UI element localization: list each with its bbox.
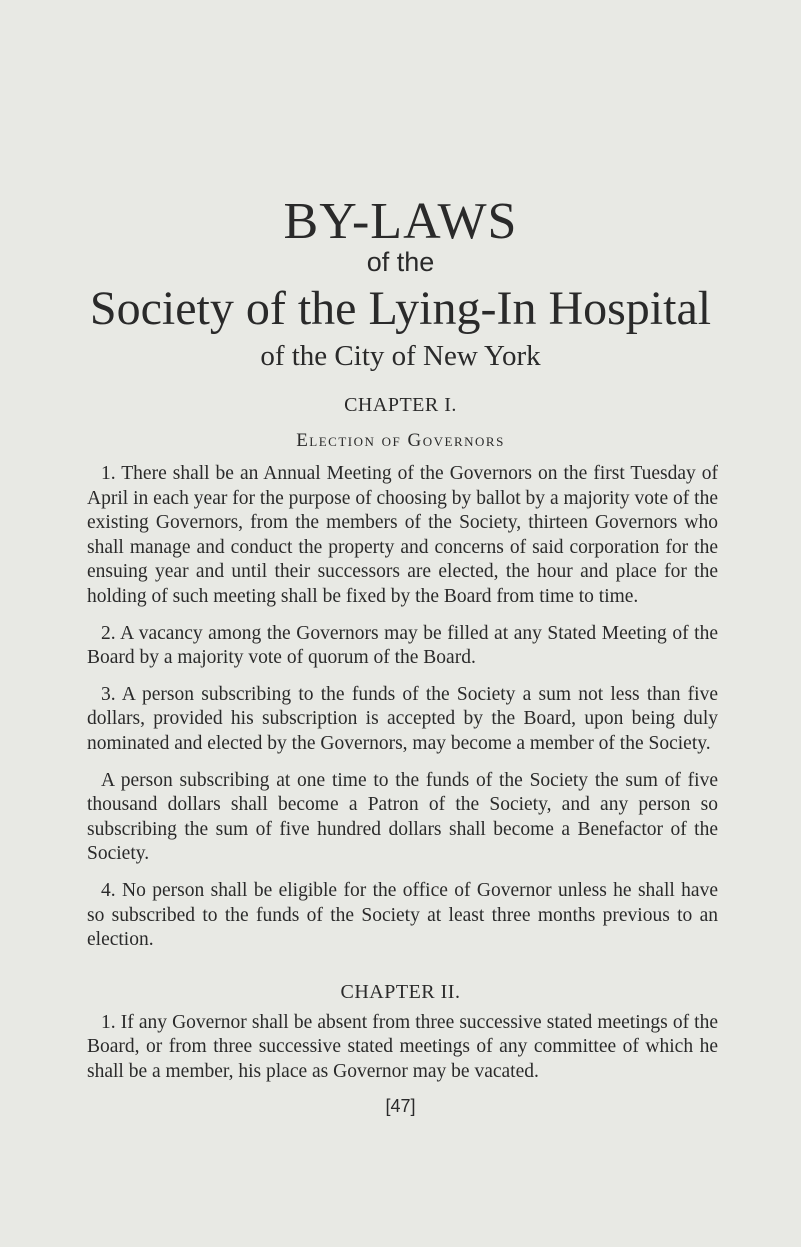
city-line: of the City of New York [260, 340, 541, 372]
chapter-1-section-title: Election of Governors [296, 430, 505, 451]
subtitle-connector: of the [366, 247, 435, 277]
page-number: [47] [385, 1096, 416, 1117]
chapter-1-heading: CHAPTER I. [344, 394, 457, 416]
document-title: BY-LAWS [283, 193, 518, 250]
chapter-1-paragraph-3: 3. A person subscribing to the funds of the Society a sum not less than five dollars, provided his subscription is accepted by the Board, upon being duly nominated and elected by the Governors, may become a member of the Society. [87, 683, 718, 754]
chapter-2-heading: CHAPTER II. [340, 980, 461, 1003]
chapter-1-paragraph-2: 2. A vacancy among the Governors may be filled at any Stated Meeting of the Board by a majority vote of quorum of the Board. [87, 622, 718, 669]
chapter-2-paragraph-1: 1. If any Governor shall be absent from three successive stated meetings of the Board, or from three successive stated meetings of any committee of which he shall be a member, his place as Governor may be vacated. [87, 1011, 718, 1082]
chapter-1-paragraph-patron: A person subscribing at one time to the funds of the Society the sum of five thousand dollars shall become a Patron of the Society, and any person so subscribing the sum of five hundred dollars shall become a Benefactor of the Society. [87, 769, 718, 865]
society-name: Society of the Lying-In Hospital [89, 282, 712, 335]
chapter-1-paragraph-4: 4. No person shall be eligible for the office of Governor unless he shall have so subscribed to the funds of the Society at least three months previous to an election. [87, 879, 718, 951]
chapter-1-paragraph-1: 1. There shall be an Annual Meeting of the Governors on the first Tuesday of April in each year for the purpose of choosing by ballot by a majority vote of the existing Governors, from the members of the Society, thirteen Governors who shall manage and conduct the property and concerns of said corporation for the ensuing year and until their successors are elected, the hour and place for the holding of such meeting shall be fixed by the Board from time to time. [87, 463, 718, 607]
